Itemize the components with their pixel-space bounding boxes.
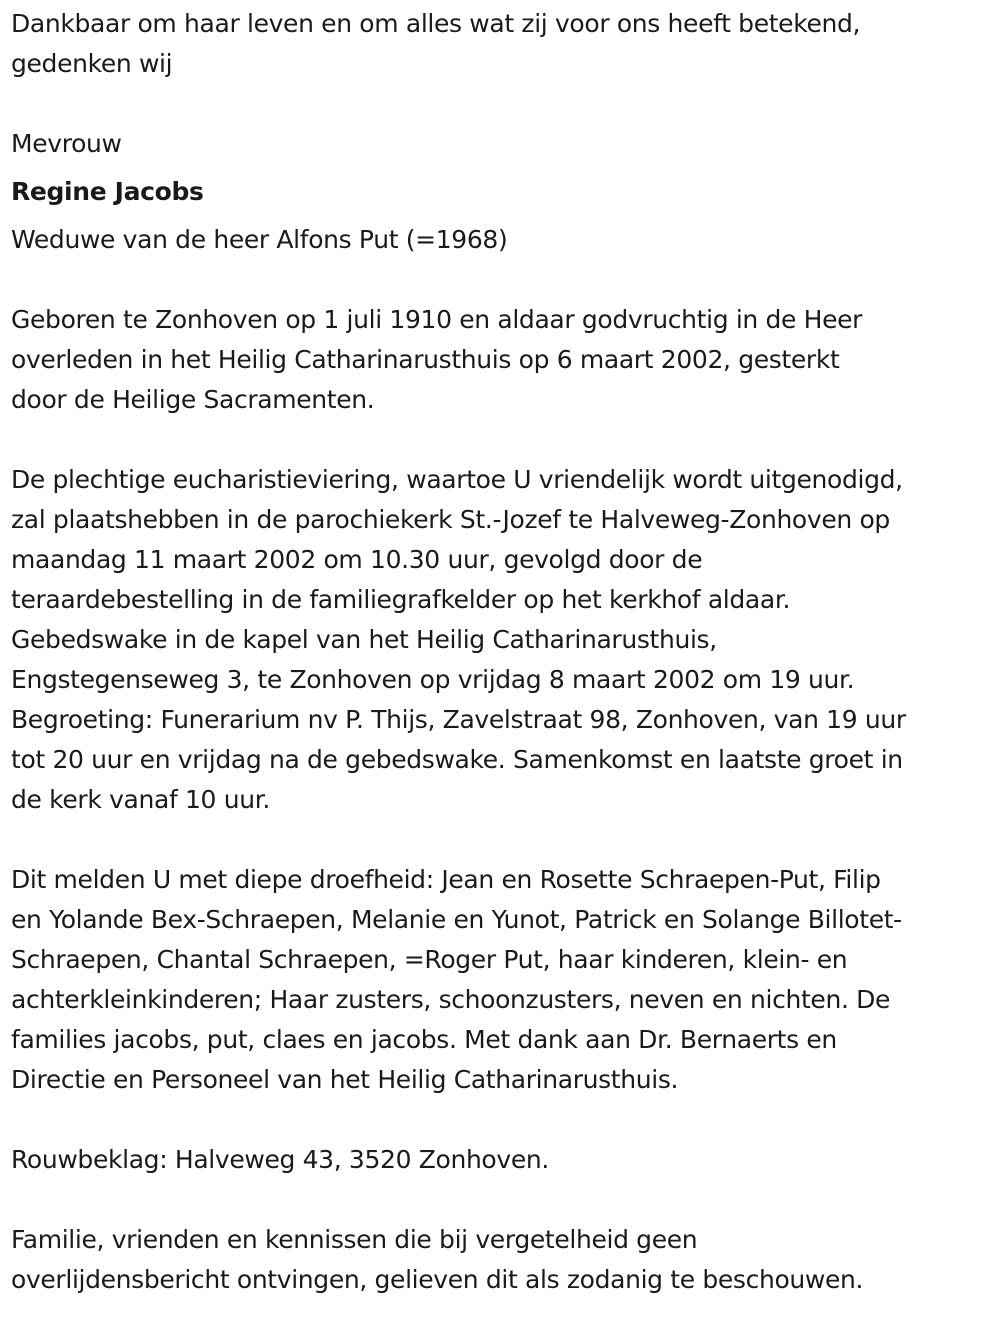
closing-line: Familie, vrienden en kennissen die bij vergetelheid geen <box>11 1225 698 1254</box>
widow-line: Weduwe van de heer Alfons Put (=1968) <box>11 225 508 254</box>
honorific: Mevrouw <box>11 129 122 158</box>
family-line: Directie en Personeel van het Heilig Catharinarusthuis. <box>11 1065 679 1094</box>
birth-line: door de Heilige Sacramenten. <box>11 385 375 414</box>
intro-line: gedenken wij <box>11 49 173 78</box>
family-line: families jacobs, put, claes en jacobs. Met dank aan Dr. Bernaerts en <box>11 1025 837 1054</box>
family-line: Dit melden U met diepe droefheid: Jean en Rosette Schraepen-Put, Filip <box>11 865 881 894</box>
family-line: Schraepen, Chantal Schraepen, =Roger Put, haar kinderen, klein- en <box>11 945 848 974</box>
condolence-address: Rouwbeklag: Halveweg 43, 3520 Zonhoven. <box>11 1145 549 1174</box>
family-line: en Yolande Bex-Schraepen, Melanie en Yunot, Patrick en Solange Billotet- <box>11 905 902 934</box>
closing-line: overlijdensbericht ontvingen, gelieven dit als zodanig te beschouwen. <box>11 1265 864 1294</box>
ceremony-line: De plechtige eucharistieviering, waartoe U vriendelijk wordt uitgenodigd, <box>11 465 903 494</box>
closing-paragraph <box>11 1220 990 1300</box>
ceremony-line: Gebedswake in de kapel van het Heilig Catharinarusthuis, <box>11 625 717 654</box>
ceremony-line: de kerk vanaf 10 uur. <box>11 785 270 814</box>
deceased-name: Regine Jacobs <box>11 177 204 206</box>
ceremony-line: Begroeting: Funerarium nv P. Thijs, Zavelstraat 98, Zonhoven, van 19 uur <box>11 705 906 734</box>
birth-paragraph <box>11 300 990 420</box>
intro-paragraph <box>11 4 990 84</box>
ceremony-line: zal plaatshebben in de parochiekerk St.-Jozef te Halveweg-Zonhoven op <box>11 505 890 534</box>
ceremony-line: tot 20 uur en vrijdag na de gebedswake. Samenkomst en laatste groet in <box>11 745 903 774</box>
family-paragraph <box>11 860 990 1100</box>
ceremony-line: teraardebestelling in de familiegrafkelder op het kerkhof aldaar. <box>11 585 791 614</box>
birth-line: overleden in het Heilig Catharinarusthuis op 6 maart 2002, gesterkt <box>11 345 840 374</box>
birth-line: Geboren te Zonhoven op 1 juli 1910 en aldaar godvruchtig in de Heer <box>11 305 863 334</box>
family-line: achterkleinkinderen; Haar zusters, schoonzusters, neven en nichten. De <box>11 985 891 1014</box>
intro-line: Dankbaar om haar leven en om alles wat zij voor ons heeft betekend, <box>11 9 861 38</box>
ceremony-line: Engstegenseweg 3, te Zonhoven op vrijdag 8 maart 2002 om 19 uur. <box>11 665 855 694</box>
ceremony-paragraph <box>11 460 990 820</box>
ceremony-line: maandag 11 maart 2002 om 10.30 uur, gevolgd door de <box>11 545 703 574</box>
